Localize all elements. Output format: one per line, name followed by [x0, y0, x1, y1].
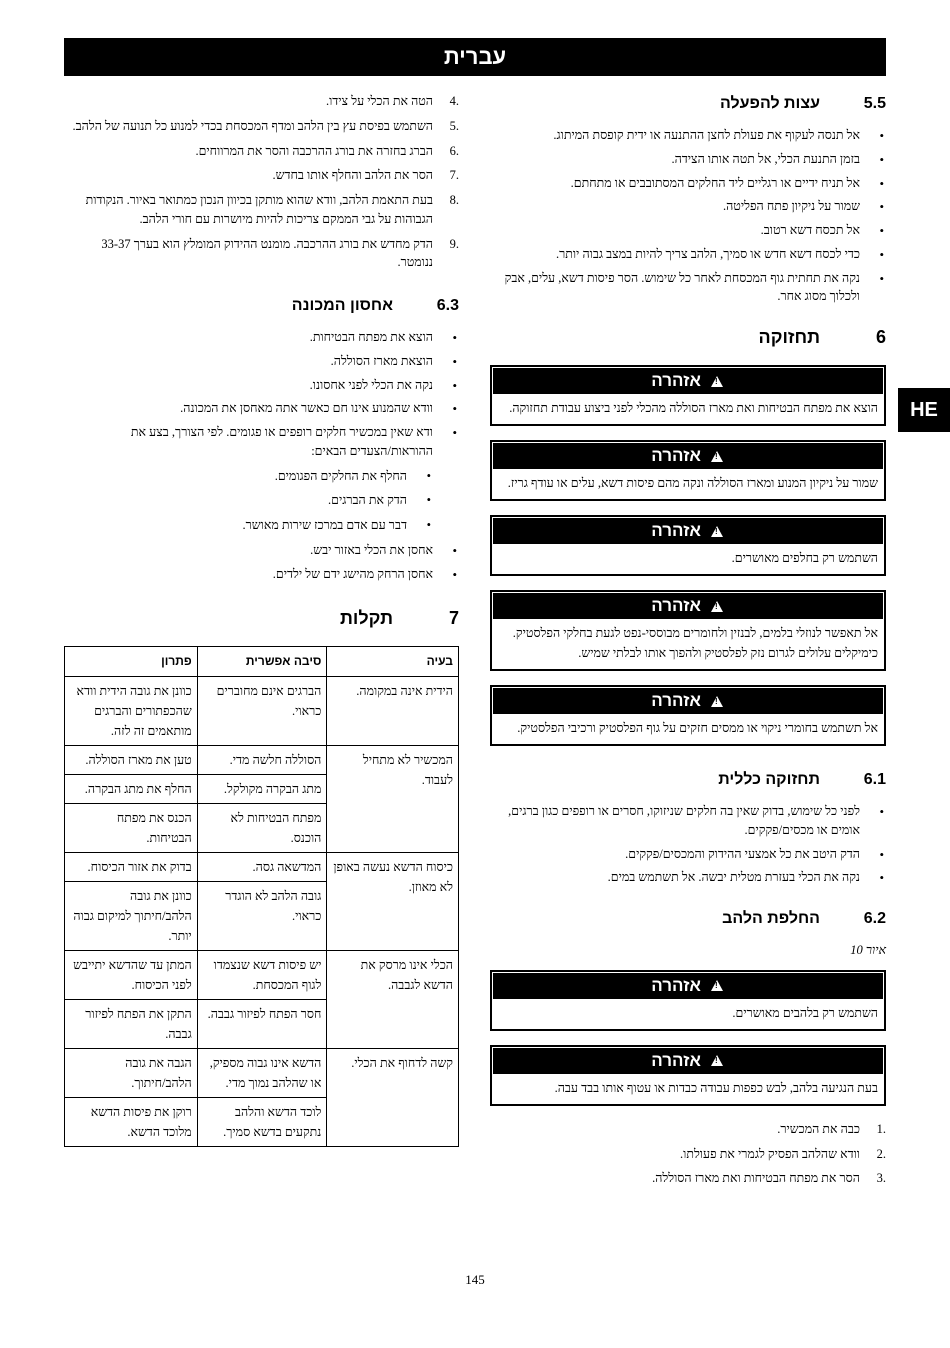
table-row: [65, 746, 459, 775]
list-item: • החלף את החלקים הפגומים.: [64, 467, 459, 486]
list-item: • נקה את הכלי לפני אחסונו.: [64, 376, 459, 395]
table-row: [65, 951, 459, 1000]
list-item: • נקה את תחתית גוף המכסחת לאחר כל שימוש. הסר פיסות דשא, עלים, אבק ולכלוך מסוג אחר.: [490, 269, 886, 307]
warning-box: ! אזהרה השתמש רק בלהבים מאושרים.: [490, 970, 886, 1031]
section-5-5-heading: 5.5 עצות להפעלה: [720, 95, 886, 112]
list-item: • הדק את הברגים.: [64, 491, 459, 510]
cause-cell: הדשא אינו גבוה מספיק, או שהלהב נמוך מדי.: [197, 1049, 327, 1098]
table-row: [65, 1049, 459, 1098]
cause-cell: הסוללה חלשה מדי.: [197, 746, 327, 775]
list-item: 1. כבה את המכשיר.: [777, 1121, 886, 1136]
warning-box: ! אזהרה שמור על ניקיון המנוע ומארז הסוללה ונקה מהם פיסות דשא, עלים או עודף גריז.: [490, 440, 886, 501]
list-item: • בזמן התנעת הכלי, אל תטה אותו הצידה.: [490, 150, 886, 169]
solution-cell: הכנס את מפתח הבטיחות.: [65, 804, 198, 853]
solution-cell: המתן עד שהדשא יתייבש לפני הכיסוח.: [65, 951, 198, 1000]
list-item: 2. וודא שהלהב הפסיק לגמרי את פעולתו.: [680, 1146, 886, 1161]
list-item: • נקה את הכלי בעזרת מטלית יבשה. אל תשתמש במים.: [490, 868, 886, 887]
language-tab: HE: [898, 388, 950, 432]
list-item: 3. הסר את מפתח הבטיחות ואת מארז הסוללה.: [652, 1171, 886, 1186]
list-item: • ודא שאין במכשיר חלקים רופפים או פגומים. לפי הצורך, בצע את ההוראות/הצעדים הבאים: • החלף את החלקים הפגומים. • הדק את הברגים. • דבר עם אדם במרכז שירות מאושר.: [64, 423, 459, 535]
figure-reference: איור 10: [850, 943, 886, 957]
warning-triangle-icon: [711, 376, 723, 387]
blade-replacement-steps: [490, 1120, 886, 1188]
cause-cell: לוכד הדשא והלהב נתקעים בדשא סמיך.: [197, 1098, 327, 1147]
language-banner: עברית: [64, 38, 886, 76]
solution-cell: טען את מארז הסוללה.: [65, 746, 198, 775]
cause-cell: המדשאה גסה.: [197, 853, 327, 882]
storage-sublist: [64, 467, 459, 535]
section-6-3-heading: 6.3 אחסון המכונה: [291, 297, 459, 314]
list-item: • אחסן את הכלי באזור יבש.: [64, 541, 459, 560]
section-6-heading: 6 תחזוקה: [758, 327, 886, 347]
warning-triangle-icon: [711, 980, 723, 991]
table-row: [65, 853, 459, 882]
solution-cell: בדוק את אזור הכיסוח.: [65, 853, 198, 882]
list-item: 8. בעת התאמת הלהב, וודא שהוא מותקן בכיוון הנכון כמתואר באיור. הנקודות הגבוהות על גבי הממקם צריכות להיות מיושרות עם חורי הלהב.: [85, 193, 459, 226]
list-item: • לפני כל שימוש, בדוק שאין בה חלקים שניזוקו, חסרים או רופפים כגון ברגים, אומים או מכסים/פקקים.: [490, 802, 886, 840]
solution-cell: הגבה את גובה הלהב/חיתוך.: [65, 1049, 198, 1098]
list-item: • הוצא את מפתח הבטיחות.: [64, 328, 459, 347]
section-7-heading: 7 תקלות: [340, 608, 459, 629]
list-item: • כדי לכסח דשא חדש או סמיך, הלהב צריך להיות במצב גבוה יותר.: [490, 245, 886, 264]
warning-header: ! אזהרה: [493, 1048, 883, 1074]
warning-header: ! אזהרה: [493, 368, 883, 394]
problem-cell: הידית אינה במקומה.: [327, 677, 459, 746]
list-item: 5. השתמש בפיסת עץ בין הלהב ומדף המכסחת בכדי למנוע כל תנועה של הלהב.: [72, 118, 459, 133]
page-number: 145: [465, 1272, 485, 1287]
solution-cell: כוונן את גובה הלהב/חיתוך למיקום גבוה יותר.: [65, 882, 198, 951]
troubleshooting-table: [64, 646, 459, 1147]
cause-cell: מתג הבקרה מקולקל.: [197, 775, 327, 804]
warning-triangle-icon: [711, 1055, 723, 1066]
right-column: [490, 92, 886, 1198]
warning-triangle-icon: [711, 696, 723, 707]
warning-box: ! אזהרה השתמש רק בחלפים מאושרים.: [490, 515, 886, 576]
warning-box: ! אזהרה הוצא את מפתח הבטיחות ואת מארז הסוללה מהכלי לפני ביצוע עבודת תחזוקה.: [490, 365, 886, 426]
list-item: 7. הסר את הלהב והחלף אותו בחדש.: [272, 168, 459, 183]
storage-list: [64, 328, 459, 583]
cause-cell: חסר הפתח לפיזור גבבה.: [197, 1000, 327, 1049]
solution-cell: החלף את מתג הבקרה.: [65, 775, 198, 804]
list-item: • אחסן הרחק מהישג ידם של ילדים.: [64, 565, 459, 584]
cause-cell: יש פיסות דשא שנצמדו לגוף המכסחת.: [197, 951, 327, 1000]
cause-cell: גובה הלהב לא הוגדר כראוי.: [197, 882, 327, 951]
column-header-problem: בעיה: [327, 647, 459, 677]
table-row: [65, 677, 459, 746]
list-item: • שמור על ניקיון פתח הפליטה.: [490, 197, 886, 216]
list-item: 6. הברג בחזרה את בורג ההרכבה והסר את המרווחים.: [195, 143, 459, 158]
general-maintenance-list: [490, 802, 886, 887]
list-item: • וודא שהמנוע אינו חם כאשר אתה מאחסן את המכונה.: [64, 399, 459, 418]
operating-tips-list: [490, 126, 886, 306]
warning-box: ! אזהרה אל תשתמש בחומרי ניקוי או ממסים חזקים על גוף הפלסטיק ורכיבי הפלסטיק.: [490, 685, 886, 746]
problem-cell: כיסוח הדשא נעשה באופן לא מאוזן.: [327, 853, 459, 951]
list-item: • דבר עם אדם במרכז שירות מאושר.: [64, 516, 459, 535]
warning-triangle-icon: [711, 526, 723, 537]
list-item: • אל תכסח דשא רטוב.: [490, 221, 886, 240]
warning-header: ! אזהרה: [493, 518, 883, 544]
list-item: • אל תנסה לעקוף את פעולת לחצן ההתנעה או ידית קופסת המיתוג.: [490, 126, 886, 145]
warning-triangle-icon: [711, 601, 723, 612]
cause-cell: מפתח הבטיחות לא הוכנס.: [197, 804, 327, 853]
warning-header: ! אזהרה: [493, 973, 883, 999]
column-header-solution: פתרון: [65, 647, 198, 677]
warning-box: ! אזהרה בעת הנגיעה בלהב, לבש כפפות עבודה כבדות או עטוף אותו בבד עבה.: [490, 1045, 886, 1106]
list-item: • אל תניח ידיים או רגליים ליד החלקים המסתובבים או מתחתם.: [490, 174, 886, 193]
warning-header: ! אזהרה: [493, 443, 883, 469]
blade-replacement-steps-continued: [64, 92, 459, 272]
solution-cell: כוונן את גובה הידית וודא שהכפתורים והברגים מותאמים זה לזה.: [65, 677, 198, 746]
problem-cell: קשה לדחוף את הכלי.: [327, 1049, 459, 1147]
solution-cell: רוקן את פיסות הדשא מלוכד הדשא.: [65, 1098, 198, 1147]
left-column: [64, 92, 459, 1147]
column-header-cause: סיבה אפשרית: [197, 647, 327, 677]
section-6-2-heading: 6.2 החלפת הלהב: [722, 910, 886, 927]
table-header-row: [65, 647, 459, 677]
warning-box: ! אזהרה אל תאפשר לנוזלי בלמים, לבנזין ולחומרים מבוססי-נפט לגעת בחלקי הפלסטיק. כימיקלים עלולים לגרום נזק לפלסטיק ולהפוך אותו לבלתי שמיש.: [490, 590, 886, 671]
solution-cell: התקן את הפתח לפיזור גבבה.: [65, 1000, 198, 1049]
warning-header: ! אזהרה: [493, 688, 883, 714]
problem-cell: הכלי אינו מרסק את הדשא לגבבה.: [327, 951, 459, 1049]
list-item: 4. הטה את הכלי על צידו.: [325, 94, 459, 108]
list-item: • הדק היטב את כל אמצעי ההידוק והמכסים/פקקים.: [490, 845, 886, 864]
problem-cell: המכשיר לא מתחיל לעבוד.: [327, 746, 459, 853]
warning-header: ! אזהרה: [493, 593, 883, 619]
warning-triangle-icon: [711, 451, 723, 462]
list-item: 9. הדק מחדש את בורג ההרכבה. מומנט ההידוק המומלץ הוא בערך 33-37 ננומטר.: [101, 236, 459, 270]
section-6-1-heading: 6.1 תחזוקה כללית: [718, 771, 886, 788]
cause-cell: הברגים אינם מחוברים כראוי.: [197, 677, 327, 746]
list-item: • הוצאת מארז הסוללה.: [64, 352, 459, 371]
